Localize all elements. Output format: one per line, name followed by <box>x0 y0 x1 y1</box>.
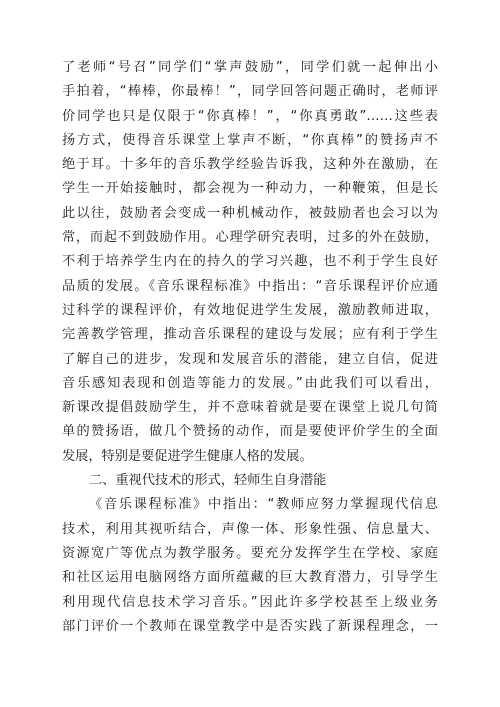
text-line: 学生一开始接触时，都会视为一种动力，一种鞭策，但是长 <box>62 181 438 197</box>
paragraph-1 <box>62 56 438 469</box>
text-line: 发展，特别是要促进学生健康人格的发展。 <box>62 448 313 464</box>
text-line: 了老师“号召”同学们“掌声鼓励”，同学们就一起伸出小 <box>62 60 438 75</box>
text-line: 和社区运用电脑网络方面所蕴藏的巨大教育潜力，引导学生 <box>62 570 438 586</box>
text-line: 利用现代信息技术学习音乐。”因此许多学校甚至上级业务 <box>62 594 438 610</box>
document-body <box>62 56 438 639</box>
text-line: 手拍着，“棒棒，你最棒！”，同学回答问题正确时，老师评 <box>62 84 438 100</box>
text-line: 部门评价一个教师在课堂教学中是否实践了新课程理念，一 <box>62 618 438 634</box>
text-line: 技术，利用其视听结合，声像一体、形象性强、信息量大、 <box>62 521 438 537</box>
text-line: 《音乐课程标准》中指出：“教师应努力掌握现代信息 <box>89 497 438 513</box>
section-heading: 二、重视代技术的形式，轻师生自身潜能 <box>89 473 327 489</box>
text-line: 了解自己的进步，发现和发展音乐的潜能，建立自信，促进 <box>62 351 438 367</box>
text-line: 品质的发展。《音乐课程标准》中指出：“音乐课程评价应通 <box>62 278 438 294</box>
text-line: 不利于培养学生内在的持久的学习兴趣，也不利于学生良好 <box>62 254 438 270</box>
paragraph-2 <box>62 493 438 639</box>
text-line: 扬方式，使得音乐课堂上掌声不断，“你真棒”的赞扬声不 <box>62 132 438 148</box>
text-line: 新课改提倡鼓励学生，并不意味着就是要在课堂上说几句简 <box>62 400 438 416</box>
text-line: 常，而起不到鼓励作用。心理学研究表明，过多的外在鼓励， <box>62 230 438 246</box>
text-line: 单的赞扬语，做几个赞扬的动作，而是要使评价学生的全面 <box>62 424 438 440</box>
text-line: 资源宽广等优点为教学服务。要充分发挥学生在学校、家庭 <box>62 545 438 561</box>
text-line: 音乐感知表现和创造等能力的发展。”由此我们可以看出， <box>62 375 438 391</box>
text-line: 绝于耳。十多年的音乐教学经验告诉我，这种外在激励，在 <box>62 157 438 173</box>
text-line: 此以往，鼓励者会变成一种机械动作，被鼓励者也会习以为 <box>62 205 438 221</box>
text-line: 过科学的课程评价，有效地促进学生发展，激励教师进取， <box>62 302 438 318</box>
text-line: 完善教学管理，推动音乐课程的建设与发展；应有利于学生 <box>62 327 438 343</box>
text-line: 价同学也只是仅限于“你真棒！”，“你真勇敢”……这些表 <box>62 108 438 124</box>
